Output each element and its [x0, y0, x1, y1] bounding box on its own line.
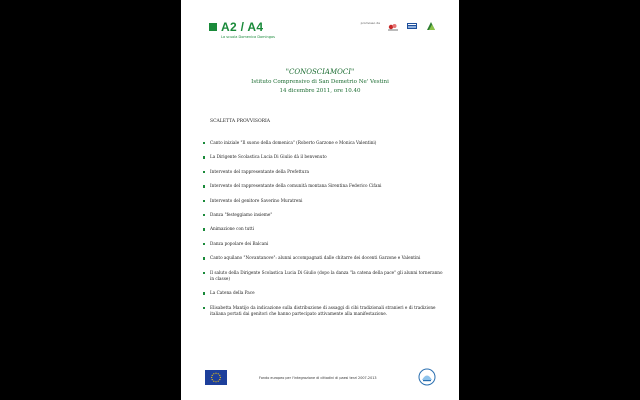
list-item: Danza "festeggiamo insieme": [203, 212, 443, 218]
bullet-icon: [203, 214, 205, 216]
bullet-icon: [203, 185, 205, 187]
bullet-icon: [203, 307, 205, 309]
logo-title: A2 / A4: [221, 20, 264, 34]
partner-logo-icon: [387, 20, 399, 32]
eu-stars-icon: [205, 370, 227, 385]
partner-logos: [361, 20, 437, 32]
bullet-icon: [203, 200, 205, 202]
bullet-icon: [203, 243, 205, 245]
eu-flag-icon: [205, 370, 227, 385]
school-logo-icon: [209, 23, 217, 31]
footer-text: Fondo europeo per l'integrazione di cittadini di paesi terzi 2007-2013: [259, 376, 377, 380]
event-school: Istituto Comprensivo di San Demetrio Ne' Vestini: [251, 79, 389, 85]
list-item: Canto iniziale "Il suono della domenica" (Roberto Garzone e Monica Valentini): [203, 140, 443, 146]
partner-logo-icon: [425, 20, 437, 32]
list-item: La Dirigente Scolastica Lucia Di Giulio dà il benvenuto: [203, 154, 443, 160]
list-item: Canto aquilano "Novantanove": alunni accompagnati dalle chitarre dei docenti Garzone e Valentini: [203, 255, 443, 261]
event-date: 14 dicembre 2011, ore 10.40: [279, 88, 361, 94]
bullet-icon: [203, 171, 205, 173]
bullet-icon: [203, 142, 205, 144]
event-title: "CONOSCIAMOCI": [285, 68, 355, 76]
bullet-icon: [203, 292, 205, 294]
list-item: Danza popolare dei Balcani: [203, 241, 443, 247]
partner-label: promosso da: [360, 21, 380, 25]
list-item: Elisabetta Mantijo da indicazione sulla distribuzione di assaggi di cibi tradizionali stranieri e di tradizione italiana portati dai genitori che hanno partecipato attivamente alla manifestazione.: [203, 305, 443, 318]
page-footer: [181, 366, 459, 390]
school-logo: [209, 20, 275, 39]
bullet-icon: [203, 228, 205, 230]
bullet-icon: [203, 156, 205, 158]
emblem-icon: [418, 368, 436, 386]
bullet-icon: [203, 257, 205, 259]
list-item: Intervento del genitore Saverino Muratreni: [203, 198, 443, 204]
program-list: [203, 140, 443, 326]
list-item: Il saluto della Dirigente Scolastica Lucia Di Giulio (dopo la danza "la catena della pace" gli alunni torneranno in classe): [203, 270, 443, 283]
partner-logo-icon: [406, 20, 418, 32]
list-item: La Catena della Pace: [203, 290, 443, 296]
document-page: [181, 0, 459, 400]
list-item: Intervento del rappresentante della Prefettura: [203, 169, 443, 175]
logo-subtitle: La scuola Domenica Domingos: [221, 35, 275, 39]
list-item: Intervento del rappresentante della comunità montana Sirentina Federico Cifani: [203, 183, 443, 189]
event-heading: [181, 68, 459, 94]
list-item: Animazione con tutti: [203, 226, 443, 232]
bullet-icon: [203, 272, 205, 274]
program-label: SCALETTA PROVVISORIA: [210, 119, 271, 124]
